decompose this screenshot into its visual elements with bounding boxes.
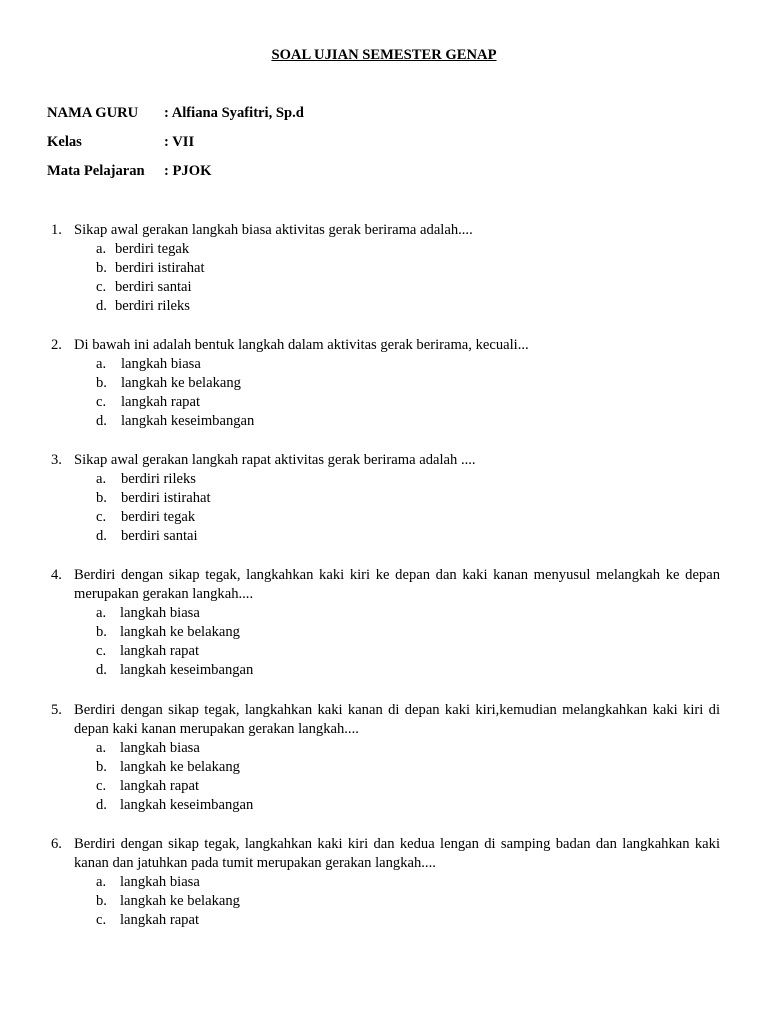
- question-4: [51, 566, 720, 680]
- option-letter: b.: [96, 624, 107, 640]
- option-letter: a.: [96, 740, 107, 756]
- option-item: [51, 527, 720, 546]
- question-text: Sikap awal gerakan langkah rapat aktivitas gerak berirama adalah ....: [74, 452, 476, 468]
- question-6: [51, 835, 720, 930]
- option-item: [51, 642, 720, 661]
- option-text: langkah biasa: [121, 356, 201, 372]
- question-number: 6.: [51, 836, 62, 852]
- option-letter: d.: [96, 413, 107, 429]
- option-text: langkah ke belakang: [120, 759, 240, 775]
- question-text: Di bawah ini adalah bentuk langkah dalam aktivitas gerak berirama, kecuali...: [74, 337, 529, 353]
- question-text: Berdiri dengan sikap tegak, langkahkan kaki kanan di depan kaki kiri,kemudian melangkahkan kaki kiri di depan kaki kanan merupakan gerakan langkah....: [74, 702, 720, 737]
- option-text: langkah biasa: [120, 605, 200, 621]
- option-letter: b.: [96, 375, 107, 391]
- option-list: [51, 604, 720, 680]
- option-text: langkah biasa: [120, 740, 200, 756]
- page-title: SOAL UJIAN SEMESTER GENAP: [271, 47, 497, 63]
- question-number: 1.: [51, 222, 62, 238]
- option-text: langkah keseimbangan: [120, 797, 254, 813]
- option-item: [51, 623, 720, 642]
- option-item: [51, 796, 720, 815]
- question-number: 2.: [51, 337, 62, 353]
- option-list: [51, 873, 720, 930]
- meta-row-subject: [47, 163, 211, 180]
- option-letter: b.: [96, 490, 107, 506]
- option-letter: a.: [96, 471, 107, 487]
- question-number: 5.: [51, 702, 62, 718]
- option-text: langkah keseimbangan: [120, 662, 254, 678]
- option-item: [51, 739, 720, 758]
- meta-label: Kelas: [47, 134, 82, 150]
- option-text: langkah ke belakang: [121, 375, 241, 391]
- option-item: [51, 911, 720, 930]
- option-letter: c.: [96, 778, 107, 794]
- option-letter: a.: [96, 874, 107, 890]
- meta-value: : VII: [164, 134, 195, 150]
- option-item: [51, 355, 720, 374]
- option-letter: d.: [96, 528, 107, 544]
- option-text: berdiri rileks: [115, 298, 190, 314]
- option-item: [51, 470, 720, 489]
- option-letter: b.: [96, 759, 107, 775]
- option-item: [51, 873, 720, 892]
- option-text: langkah ke belakang: [120, 893, 240, 909]
- option-letter: c.: [96, 912, 107, 928]
- option-letter: c.: [96, 394, 107, 410]
- option-list: [51, 240, 720, 316]
- option-letter: a.: [96, 241, 107, 257]
- option-text: berdiri rileks: [121, 471, 196, 487]
- option-text: berdiri santai: [115, 279, 192, 295]
- option-text: berdiri tegak: [115, 241, 190, 257]
- option-text: langkah rapat: [120, 778, 200, 794]
- meta-row-class: [47, 134, 194, 151]
- option-letter: b.: [96, 893, 107, 909]
- question-1: [51, 221, 720, 316]
- option-text: berdiri istirahat: [121, 490, 211, 506]
- option-list: [51, 470, 720, 546]
- option-item: [51, 508, 720, 527]
- option-item: [51, 412, 720, 431]
- option-text: langkah ke belakang: [120, 624, 240, 640]
- option-item: [51, 661, 720, 680]
- option-text: langkah keseimbangan: [121, 413, 255, 429]
- option-item: [51, 374, 720, 393]
- option-text: langkah rapat: [120, 912, 200, 928]
- option-letter: a.: [96, 356, 107, 372]
- option-letter: c.: [96, 279, 107, 295]
- option-text: berdiri santai: [121, 528, 198, 544]
- question-3: [51, 451, 720, 546]
- option-text: berdiri istirahat: [115, 260, 205, 276]
- option-item: [51, 758, 720, 777]
- question-text: Berdiri dengan sikap tegak, langkahkan kaki kiri dan kedua lengan di samping badan dan langkahkan kaki kanan dan jatuhkan pada tumit merupakan gerakan langkah....: [74, 836, 720, 871]
- option-item: [51, 777, 720, 796]
- option-item: [51, 393, 720, 412]
- option-list: [51, 355, 720, 431]
- option-item: [51, 259, 720, 278]
- option-letter: c.: [96, 509, 107, 525]
- meta-value: : PJOK: [164, 163, 212, 179]
- option-letter: c.: [96, 643, 107, 659]
- question-text: Berdiri dengan sikap tegak, langkahkan kaki kiri ke depan dan kaki kanan menyusul melangkah ke depan merupakan gerakan langkah....: [74, 567, 720, 602]
- option-item: [51, 240, 720, 259]
- option-item: [51, 604, 720, 623]
- option-letter: b.: [96, 260, 107, 276]
- question-text: Sikap awal gerakan langkah biasa aktivitas gerak berirama adalah....: [74, 222, 473, 238]
- meta-row-teacher: [47, 105, 304, 122]
- meta-value: : Alfiana Syafitri, Sp.d: [164, 105, 304, 121]
- question-number: 4.: [51, 567, 62, 583]
- question-5: [51, 701, 720, 815]
- question-2: [51, 336, 720, 431]
- option-letter: a.: [96, 605, 107, 621]
- option-item: [51, 278, 720, 297]
- option-text: berdiri tegak: [121, 509, 196, 525]
- meta-label: NAMA GURU: [47, 105, 139, 121]
- option-item: [51, 297, 720, 316]
- option-list: [51, 739, 720, 815]
- option-letter: d.: [96, 662, 107, 678]
- option-letter: d.: [96, 298, 107, 314]
- question-number: 3.: [51, 452, 62, 468]
- option-text: langkah biasa: [120, 874, 200, 890]
- meta-label: Mata Pelajaran: [47, 163, 145, 179]
- option-text: langkah rapat: [121, 394, 201, 410]
- option-text: langkah rapat: [120, 643, 200, 659]
- option-item: [51, 489, 720, 508]
- option-item: [51, 892, 720, 911]
- option-letter: d.: [96, 797, 107, 813]
